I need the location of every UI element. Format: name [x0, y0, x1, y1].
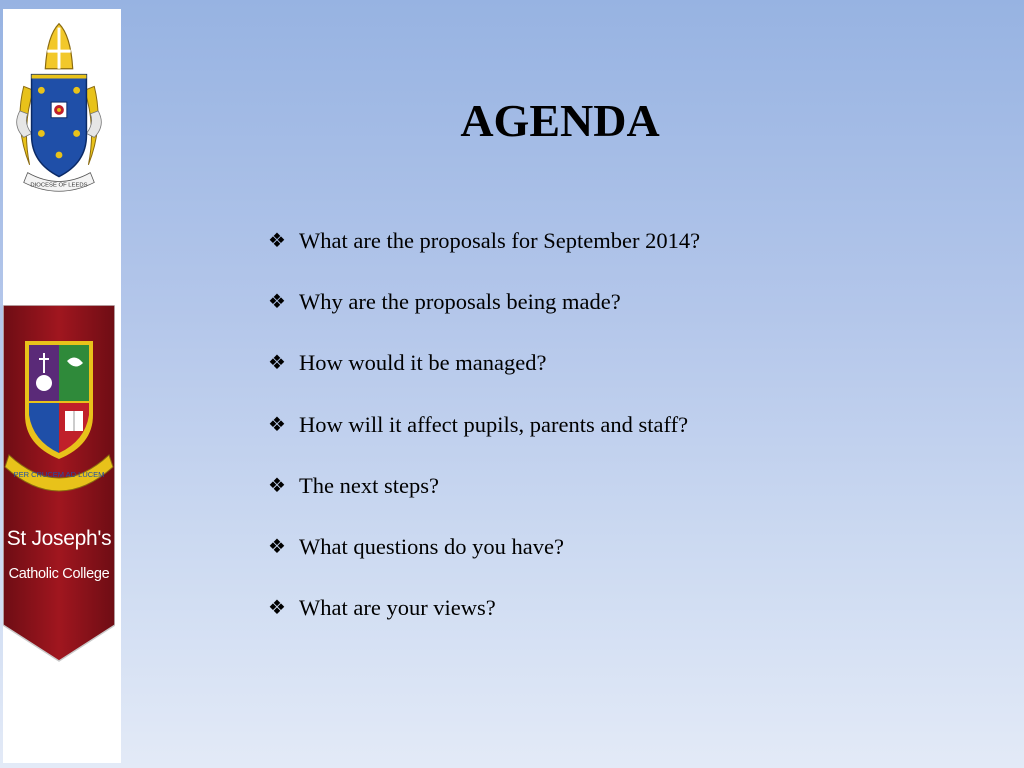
- diamond-bullet-icon: ❖: [268, 229, 286, 252]
- agenda-item-text: What questions do you have?: [299, 534, 564, 560]
- agenda-item: [268, 578, 700, 639]
- diocese-crest-logo: [10, 16, 108, 196]
- college-banner-logo: [3, 305, 115, 665]
- diocese-motto: DIOCESE OF LEEDS: [30, 182, 88, 189]
- diamond-bullet-icon: ❖: [268, 597, 286, 620]
- diamond-bullet-icon: ❖: [268, 413, 286, 436]
- agenda-item: [268, 516, 700, 577]
- diamond-bullet-icon: ❖: [268, 474, 286, 497]
- agenda-item: [268, 455, 700, 516]
- agenda-list: [268, 210, 700, 639]
- diamond-bullet-icon: ❖: [268, 536, 286, 559]
- agenda-item: [268, 271, 700, 332]
- diamond-bullet-icon: ❖: [268, 290, 286, 313]
- agenda-item: [268, 210, 700, 271]
- college-type: Catholic College: [8, 566, 110, 582]
- agenda-item: [268, 333, 700, 394]
- agenda-item-text: Why are the proposals being made?: [299, 288, 621, 314]
- agenda-item: [268, 394, 700, 455]
- agenda-item-text: How would it be managed?: [299, 350, 547, 376]
- college-motto: PER CRUCEM AD LUCEM: [13, 470, 105, 479]
- agenda-item-text: What are your views?: [299, 595, 496, 621]
- diamond-bullet-icon: ❖: [268, 352, 286, 375]
- agenda-item-text: What are the proposals for September 2014?: [299, 227, 701, 253]
- agenda-item-text: How will it affect pupils, parents and staff?: [299, 411, 689, 437]
- agenda-item-text: The next steps?: [299, 472, 439, 498]
- slide-title: AGENDA: [460, 95, 660, 146]
- college-name: St Joseph's: [6, 527, 112, 550]
